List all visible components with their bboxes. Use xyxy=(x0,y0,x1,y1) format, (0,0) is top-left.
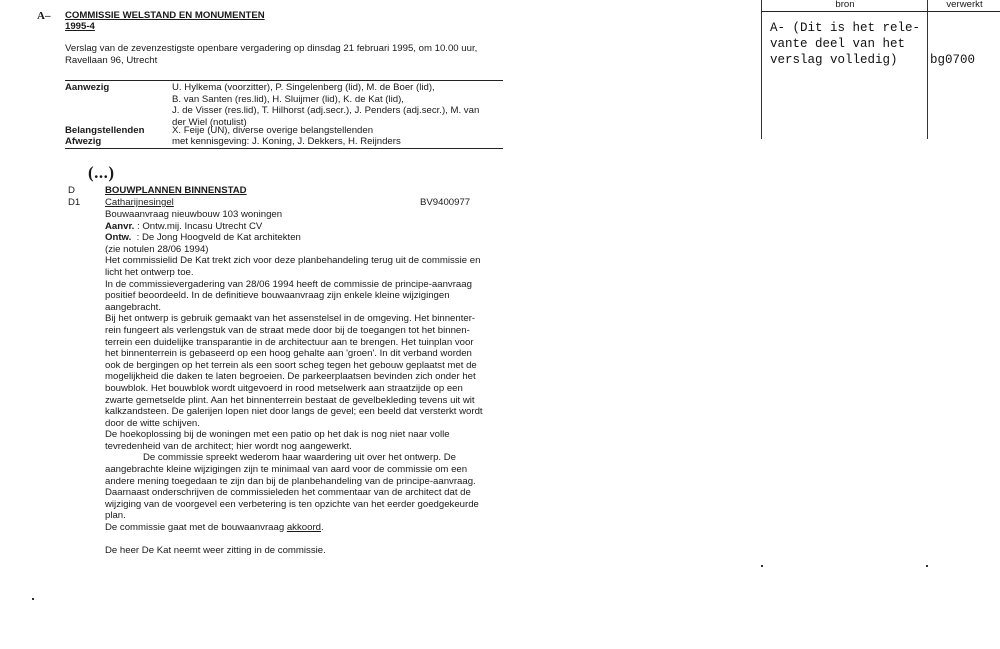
meeting-intro: Verslag van de zevenzestigste openbare vergadering op dinsdag 21 februari 1995, om 10.00 uur, Ravellaan 96, Utrecht xyxy=(65,43,478,66)
decision-word: akkoord xyxy=(286,522,321,534)
assessment-line: aangebrachte kleine wijzigingen zijn te minimaal van aard voor de commissie om een xyxy=(105,464,468,476)
body-line: aangebracht. xyxy=(105,301,162,313)
decision-suffix: . xyxy=(320,522,324,534)
section-title: BOUWPLANNEN BINNENSTAD xyxy=(105,185,247,196)
assessment-line: andere mening toegedaan te zijn dan bij de planbehandeling van de principe-aanvraag. xyxy=(105,475,476,487)
table-left-border xyxy=(761,0,762,139)
body-line: bouwblok. Het bouwblok wordt uitgevoerd in rood metselwerk aan straatzijde op een xyxy=(105,382,463,394)
body-line: Het commissielid De Kat trekt zich voor deze planbehandeling terug uit de commissie en xyxy=(105,255,481,267)
designer-line: Ontw. : De Jong Hoogveld de Kat architekten xyxy=(105,232,301,244)
body-line: licht het ontwerp toe. xyxy=(105,266,194,278)
cell-verwerkt: bg0700 xyxy=(930,53,976,67)
attendance-present-line: J. de Visser (res.lid), T. Hilhorst (adj.secr.), J. Penders (adj.secr.), M. van xyxy=(172,105,480,117)
body-line: tevredenheid van de architect; hier wordt nog aangewerkt. xyxy=(105,440,352,452)
attendance-present-line: B. van Santen (res.lid), H. Sluijmer (lid), K. de Kat (lid), xyxy=(172,93,404,105)
attendance-label-present: Aanwezig xyxy=(65,82,110,93)
assessment-line: De commissie spreekt wederom haar waardering uit over het ontwerp. De xyxy=(143,452,457,464)
applicant-line: Aanvr. : Ontw.mij. Incasu Utrecht CV xyxy=(105,220,263,232)
body-line: het binnenterrein is gebaseerd op een hoog gehalte aan 'groen'. In dit verband worden xyxy=(105,348,472,360)
attendance-present-line: U. Hylkema (voorzitter), P. Singelenberg (lid), M. de Boer (lid), xyxy=(172,82,435,93)
body-line: mogelijkheid die daken te laten begroeien. De parkeerplaatsen bevinden zich onder het xyxy=(105,371,476,383)
body-line: kalkzandsteen. De galerijen lopen niet door langs de gevel; een beeld dat versterkt wordt xyxy=(105,406,483,418)
body-line: In de commissievergadering van 28/06 1994 heeft de commissie de principe-aanvraag xyxy=(105,278,472,290)
body-line: Bij het ontwerp is gebruik gemaakt van het assenstelsel in de omgeving. Het binnenter- xyxy=(105,313,476,325)
body-line: De hoekoplossing bij de woningen met een patio op het dak is nog niet naar volle xyxy=(105,429,450,441)
assessment-line: Daarnaast onderschrijven de commissieleden het commentaar van de architect dat de xyxy=(105,487,471,499)
item-body xyxy=(105,209,515,557)
attendance-present-line: der Wiel (notulist) xyxy=(172,116,247,128)
decision-line xyxy=(105,522,515,534)
section-code: D xyxy=(68,185,75,196)
column-header-verwerkt: verwerkt xyxy=(946,0,983,10)
body-line: terrein een duidelijke transparantie in de architectuur aan te brengen. Het tuinplan voor xyxy=(105,336,474,348)
scan-speck xyxy=(32,598,34,600)
document-title: COMMISSIE WELSTAND EN MONUMENTEN xyxy=(65,10,265,21)
item-code: D1 xyxy=(68,197,81,208)
item-title: Catharijnesingel xyxy=(105,197,174,208)
decision-prefix: De commissie gaat met de bouwaanvraag xyxy=(105,522,287,534)
scan-speck xyxy=(761,565,763,567)
attendance-label-absent: Afwezig xyxy=(65,136,102,147)
attendance-top-rule xyxy=(65,80,503,81)
body-line: Bouwaanvraag nieuwbouw 103 woningen xyxy=(105,209,283,220)
omission-ellipsis: (...) xyxy=(88,163,115,182)
assessment-line: plan. xyxy=(105,510,126,522)
body-line: zwarte gemetselde plint. Aan het binnenterrein bestaat de gevelbekleding tevens uit wit xyxy=(105,394,475,406)
column-header-bron: bron xyxy=(835,0,855,10)
spacer xyxy=(105,534,515,546)
document-number: 1995-4 xyxy=(65,21,95,32)
assessment-line: wijziging van de voorgevel een verbetering is ten opzichte van het eerder goedgekeurde xyxy=(105,498,479,510)
section-marker: A– xyxy=(37,10,51,22)
body-line: door de witte schijven. xyxy=(105,417,200,429)
attendance-absent-line: met kennisgeving: J. Koning, J. Dekkers, H. Reijnders xyxy=(172,136,401,147)
body-line: ook de bergingen op het terrein als een soort scheg tegen het gebouw geplaatst met de xyxy=(105,359,477,371)
scan-speck xyxy=(926,565,928,567)
item-reference: BV9400977 xyxy=(420,197,471,208)
table-header-rule xyxy=(761,11,1000,12)
body-line: rein fungeert als verlengstuk van de straat mede door bij de toegangen tot het binnen- xyxy=(105,324,470,336)
cell-bron: A- (Dit is het rele- vante deel van het verslag volledig) xyxy=(770,21,921,67)
body-line: (zie notulen 28/06 1994) xyxy=(105,243,209,255)
table-column-divider xyxy=(927,0,928,139)
closing-line: De heer De Kat neemt weer zitting in de commissie. xyxy=(105,545,326,557)
attendance-bottom-rule xyxy=(65,148,503,149)
attendance-label-interested: Belangstellenden xyxy=(65,125,145,137)
body-line: positief beoordeeld. In de definitieve bouwaanvraag zijn enkele kleine wijzigingen xyxy=(105,290,450,302)
attendance-interested-line: X. Feije (UN), diverse overige belangstellenden xyxy=(172,125,374,137)
